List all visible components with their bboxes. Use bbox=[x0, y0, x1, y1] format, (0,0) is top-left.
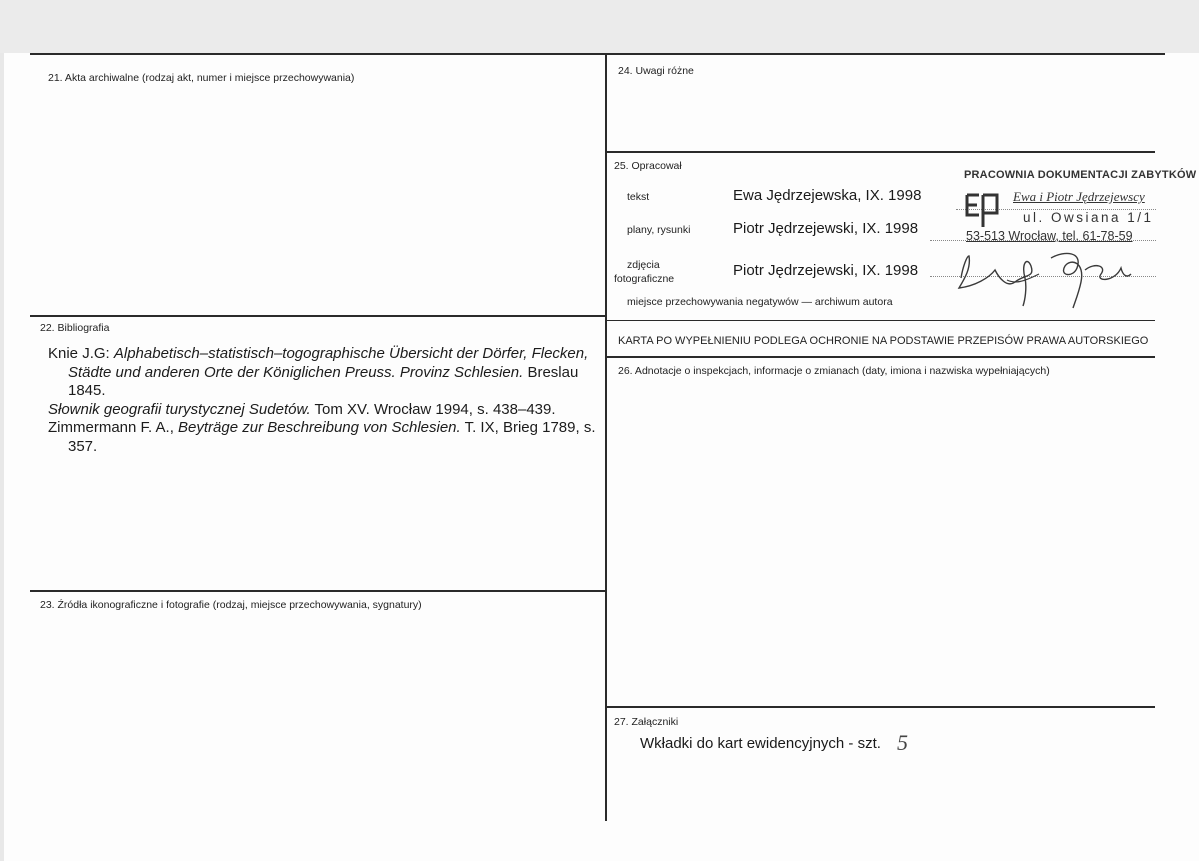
handwritten-count: 5 bbox=[897, 730, 908, 755]
negatives-location: miejsce przechowywania negatywów — archiwum autora bbox=[627, 296, 893, 308]
entry-details: T. IX, Brieg 1789, s. 357. bbox=[68, 419, 596, 455]
bibliography-entry bbox=[48, 419, 608, 456]
section-24-title: 24. Uwagi różne bbox=[618, 65, 694, 77]
stamp-title: PRACOWNIA DOKUMENTACJI ZABYTKÓW bbox=[964, 169, 1197, 181]
divider-24-25 bbox=[606, 151, 1155, 153]
bibliography-entry bbox=[48, 401, 608, 420]
entry-title: Beyträge zur Beschreibung von Schlesien. bbox=[178, 419, 461, 436]
attachments-content: Wkładki do kart ewidencyjnych - szt. bbox=[640, 735, 881, 752]
drawings-author-value: Piotr Jędrzejewski, IX. 1998 bbox=[733, 220, 919, 237]
divider-25-copyright bbox=[606, 320, 1155, 321]
divider-21-22 bbox=[30, 315, 606, 317]
entry-title: Alphabetisch–statistisch–togographische Übersicht der Dörfer, Flecken, Städte und anderen Orte der Königlichen Preuss. Provinz Schlesien. bbox=[68, 345, 589, 381]
entry-details: Breslau 1845. bbox=[68, 363, 579, 399]
stamp-street: ul. Owsiana 1/1 bbox=[1023, 210, 1154, 225]
photos-author-value: Piotr Jędrzejewski, IX. 1998 bbox=[733, 262, 919, 279]
section-27-title: 27. Załączniki bbox=[614, 716, 679, 728]
top-border bbox=[30, 53, 1165, 55]
stamp-city: 53-513 Wrocław, tel. 61-78-59 bbox=[966, 229, 1133, 243]
section-25-title: 25. Opracował bbox=[614, 160, 682, 172]
entry-details: Tom XV. Wrocław 1994, s. 438–439. bbox=[310, 400, 556, 418]
divider-26-27 bbox=[606, 706, 1155, 708]
text-author-label: tekst bbox=[627, 191, 650, 203]
stamp-owner-names: Ewa i Piotr Jędrzejewscy bbox=[1013, 189, 1145, 204]
bibliography-list bbox=[48, 345, 608, 456]
text-author-value: Ewa Jędrzejewska, IX. 1998 bbox=[733, 187, 922, 204]
copyright-notice: KARTA PO WYPEŁNIENIU PODLEGA OCHRONIE NA PODSTAWIE PRZEPISÓW PRAWA AUTORSKIEGO bbox=[618, 335, 1149, 347]
handwritten-signature bbox=[955, 248, 1135, 315]
divider-22-23 bbox=[30, 590, 606, 592]
section-22-title: 22. Bibliografia bbox=[40, 322, 110, 334]
entry-author: Knie J.G: bbox=[48, 345, 114, 362]
section-26-title: 26. Adnotacje o inspekcjach, informacje o zmianach (daty, imiona i nazwiska wypełniających) bbox=[618, 365, 1050, 377]
section-23-title: 23. Źródła ikonograficzne i fotografie (rodzaj, miejsce przechowywania, sygnatury) bbox=[40, 599, 422, 611]
divider-copyright-26 bbox=[606, 356, 1155, 358]
section-21-title: 21. Akta archiwalne (rodzaj akt, numer i miejsce przechowywania) bbox=[48, 72, 355, 84]
bibliography-entry bbox=[48, 345, 608, 401]
scan-background bbox=[0, 0, 1199, 53]
entry-title: Słownik geografii turystycznej Sudetów. bbox=[48, 400, 311, 418]
photos-author-label-1: zdjęcia bbox=[627, 259, 660, 271]
photos-author-label-2: fotograficzne bbox=[614, 273, 675, 285]
drawings-author-label: plany, rysunki bbox=[627, 224, 691, 236]
entry-author: Zimmermann F. A., bbox=[48, 419, 179, 436]
